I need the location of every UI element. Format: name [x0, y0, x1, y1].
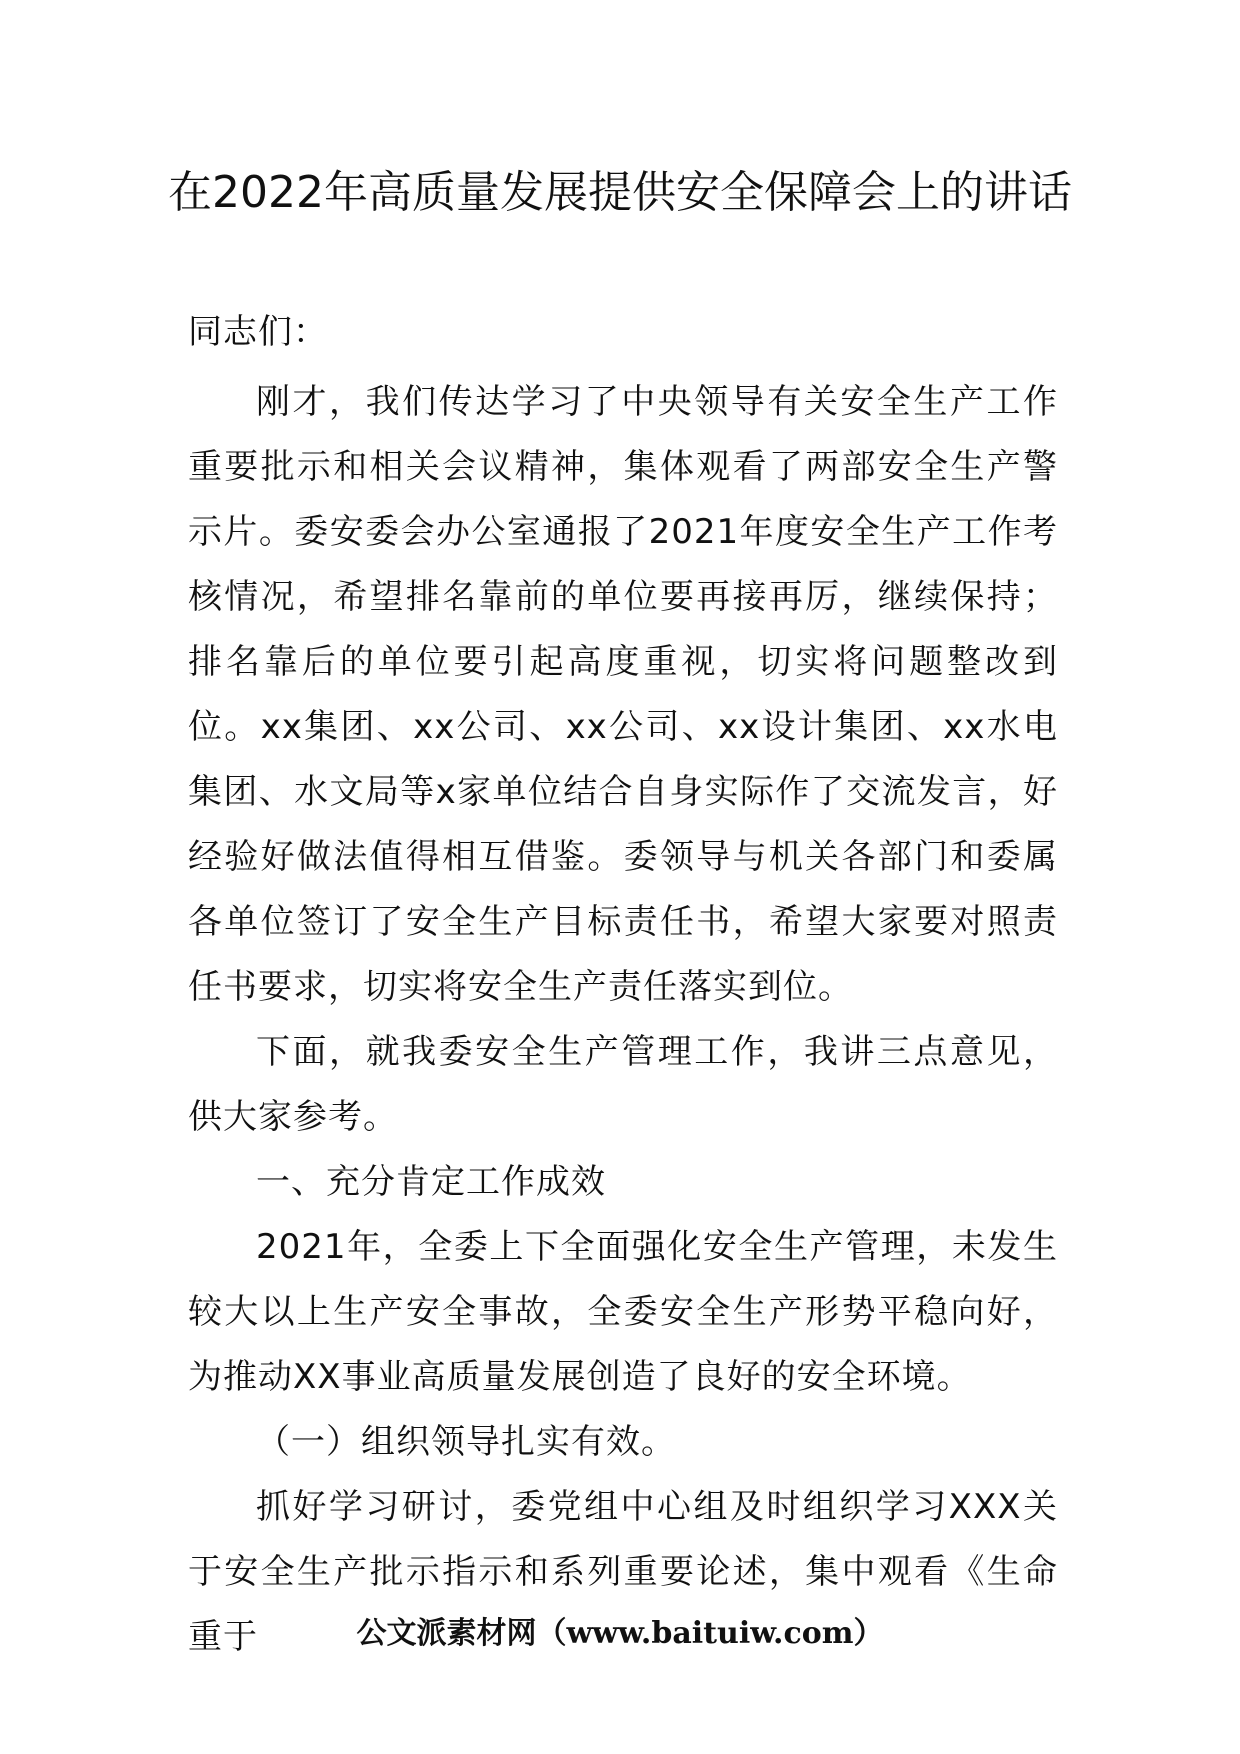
- paragraph: 2021年，全委上下全面强化安全生产管理，未发生较大以上生产安全事故，全委安全生产形势平稳向好，为推动XX事业高质量发展创造了良好的安全环境。: [188, 1227, 1058, 1397]
- greeting: 同志们：: [188, 312, 328, 352]
- section-heading: 一、充分肯定工作成效: [256, 1162, 606, 1202]
- footer-watermark: 公文派素材网（www.baituiw.com）: [356, 1616, 884, 1651]
- document-title: 在2022年高质量发展提供安全保障会上的讲话: [168, 167, 1072, 218]
- paragraph: 抓好学习研讨，委党组中心组及时组织学习XXX关于安全生产批示指示和系列重要论述，集中观看《生命重于: [188, 1487, 1058, 1657]
- subsection-heading: （一）组织领导扎实有效。: [256, 1422, 676, 1462]
- document-body: [188, 300, 1058, 1670]
- paragraph: 刚才，我们传达学习了中央领导有关安全生产工作重要批示和相关会议精神，集体观看了两部安全生产警示片。委安委会办公室通报了2021年度安全生产工作考核情况，希望排名靠前的单位要再接再厉，继续保持；排名靠后的单位要引起高度重视，切实将问题整改到位。xx集团、xx公司、xx公司、xx设计集团、xx水电集团、水文局等x家单位结合自身实际作了交流发言，好经验好做法值得相互借鉴。委领导与机关各部门和委属各单位签订了安全生产目标责任书，希望大家要对照责任书要求，切实将安全生产责任落实到位。: [188, 382, 1058, 1007]
- paragraph: 下面，就我委安全生产管理工作，我讲三点意见，供大家参考。: [188, 1032, 1058, 1137]
